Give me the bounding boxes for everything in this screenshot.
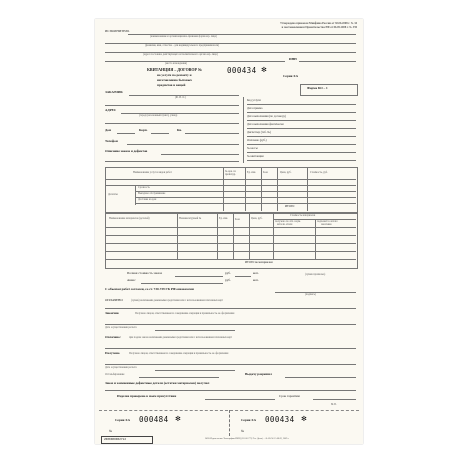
house-line[interactable] (117, 133, 135, 134)
services-header-qty: К-во (263, 171, 269, 174)
description-label: Описание заказа и дефектов (105, 149, 148, 153)
full-cost-rub: руб. (225, 271, 231, 275)
flat-line[interactable] (185, 133, 239, 134)
stub-right-snowflake-icon: ✻ (301, 415, 307, 423)
order-field-line[interactable] (247, 128, 356, 129)
services-total: ИТОГО (285, 205, 295, 208)
warranty-line[interactable] (313, 399, 356, 400)
order-field-line[interactable] (247, 112, 356, 113)
settlement-date-label-2: Дата осуществления расчета (105, 366, 137, 369)
services-header-unit: Ед. изм. (247, 171, 256, 174)
prepaid-line[interactable] (141, 283, 223, 284)
phone-line[interactable] (127, 144, 239, 145)
paid2-text: при подаче заказа наличными денежными средствами или с использованием платежных карт (129, 336, 233, 339)
services-side-label: Доплаты (108, 193, 118, 196)
full-cost-kop-line[interactable] (235, 276, 251, 277)
mp-label: М.П. (331, 403, 337, 406)
prepaid-rub: руб. (225, 278, 231, 282)
full-cost-label: Полная стоимость заказа (127, 271, 163, 275)
executor-line-2[interactable] (105, 43, 356, 44)
form-title-line-2: на услуги по ремонту и (157, 73, 192, 77)
stub-right-number-label: № (241, 429, 245, 433)
customer-label: ЗАКАЗЧИК (105, 90, 123, 94)
order-field-label: Код услуги (247, 98, 261, 102)
settlement-date-label: Дата осуществления расчета (105, 326, 137, 329)
services-row-onsite: Выездное обслуживание (138, 192, 166, 195)
address-label: АДРЕС (105, 108, 117, 112)
materials-total: ИТОГО по материалам (245, 261, 273, 264)
paid-label: ОПЛАЧЕНО (105, 298, 123, 302)
flat-label: Кв. (177, 128, 182, 132)
stub-right-series: Серия ХА (241, 418, 256, 422)
prepaid-label: Аванс (127, 278, 136, 282)
received-text: Получено лицом, ответственным за совершение операции и правильность ее оформления (135, 312, 235, 315)
paid2-label: Оплачено: (105, 335, 121, 339)
order-field-line[interactable] (247, 104, 356, 105)
materials-subheader-customer: заказчика (321, 223, 332, 226)
barcode-text: 2000000002712 (104, 437, 126, 441)
order-field-label: Оплачено (руб.) (247, 138, 267, 142)
inn-line[interactable] (299, 61, 356, 62)
dispatch-line[interactable] (285, 377, 356, 378)
stub-left-number-label: № (109, 429, 113, 433)
full-cost-line[interactable] (175, 276, 223, 277)
order-fields-divider (243, 97, 244, 163)
executor-address-hint: (адрес постоянно действующего исполнительного органа юр. лица) (143, 53, 218, 56)
order-field-label: Диспетчер (таб. №) (247, 130, 271, 134)
building-label: Корп. (139, 128, 148, 132)
executor-label: ИСПОЛНИТЕЛЬ (105, 29, 130, 33)
materials-header-cost: Стоимость материалов (290, 214, 316, 217)
order-field-line[interactable] (247, 120, 356, 121)
form-title-line-1: КВИТАНЦИЯ – ДОГОВОР № (147, 67, 202, 72)
received2-line[interactable] (105, 364, 356, 365)
services-header-price-no: № нов. по прейскур. (225, 170, 237, 176)
address-hint: (город (населенный пункт), улица) (139, 114, 178, 117)
order-field-label: Дата приема (247, 106, 263, 110)
materials-subgroup-received: получено по обл. норм. (275, 220, 301, 223)
materials-header-qty: К-во (235, 218, 241, 221)
stub-left-serial: 000484 (139, 415, 169, 424)
inn-label: ИНН (289, 57, 297, 61)
services-row-urgency: Срочность (138, 186, 150, 189)
stub-left-series: Серия ХА (115, 418, 130, 422)
services-header-cost: Стоимость, руб. (310, 171, 328, 174)
approval-line-1: Утверждена приказом Минфина России от 30.06.2008 г. № 34 (280, 22, 357, 25)
full-cost-kop: коп. (253, 271, 259, 275)
parts-label: Заказ и замененные дефектные детали (остатки материалов) получил (105, 381, 210, 385)
materials-header-unit: Ед. изм. (219, 217, 228, 220)
description-line-2[interactable] (105, 161, 239, 162)
order-field-label: Дата выполнения (по договору) (247, 114, 286, 118)
order-field-label: № квитанции (247, 154, 264, 158)
address-line-2[interactable] (105, 123, 239, 124)
form-code: Форма БО – 1 (307, 86, 328, 90)
received2-text: Получено лицом, ответственным за совершение операции и правильность ее оформления (129, 352, 229, 355)
order-field-line[interactable] (247, 160, 356, 161)
description-line[interactable] (161, 154, 239, 155)
services-header-name: Наименование услуг и видов работ (133, 171, 172, 174)
warranty-label: Срок гарантии (279, 394, 300, 398)
customer-name-line-2[interactable] (105, 105, 239, 106)
order-field-label: Дата выполнения фактически (247, 122, 284, 126)
settlement-date-line-2[interactable] (155, 370, 235, 371)
order-field-line[interactable] (247, 144, 356, 145)
paid2-line[interactable] (105, 348, 356, 349)
dispatch-label: Выдачу разрешил (245, 372, 272, 376)
agreement-text: С объемом работ согласен, со ст. 730-739 ГК РФ ознакомлен (105, 287, 194, 291)
stamp-hint: (место нахождения) (165, 62, 187, 65)
stub-divider (229, 410, 230, 436)
materials-header-name: Наименование материалов (деталей) (109, 217, 150, 220)
executor-extra-line[interactable] (105, 61, 285, 62)
materials-header-price: Цена, руб. (251, 217, 263, 220)
snowflake-icon: ✻ (261, 66, 267, 74)
stub-right-serial: 000434 (265, 415, 295, 424)
order-field-line[interactable] (247, 136, 356, 137)
remainder-line[interactable] (139, 377, 219, 378)
materials-subgroup-payable: подлежит к оплате (317, 220, 338, 223)
stub-left-snowflake-icon: ✻ (175, 415, 181, 423)
form-serial-number: 000434 (227, 66, 257, 75)
phone-label: Телефон (105, 139, 118, 143)
customer-name-hint: (Ф. И. О.) (175, 96, 186, 99)
remainder-label: Остальбирование (105, 373, 125, 376)
received2-label: Получено (105, 351, 120, 355)
executor-hint-2: (фамилия, имя, отчество - для индивидуального предпринимателя) (145, 44, 220, 47)
printer-line: ООО Издательство Типографии ИМЦ (13.100.773) Тех. Дион). - Ф 415/56 15.08.09, 2009 г. (205, 438, 289, 440)
order-field-line[interactable] (247, 152, 356, 153)
checked-line[interactable] (205, 399, 275, 400)
agreement-signature-hint: (подпись) (305, 293, 316, 296)
materials-subheader-executor: исполн. ителя (277, 223, 293, 226)
settlement-date-line[interactable] (155, 330, 235, 331)
prepaid-kop: коп. (253, 278, 259, 282)
customer-sign-label: Заказчик (105, 311, 119, 315)
checked-label: Изделие проверено в моем присутствии (117, 394, 177, 398)
form-title-line-4: предметов и вещей (157, 83, 186, 87)
paid-line[interactable] (105, 308, 356, 309)
house-label: Дом (105, 128, 112, 132)
approval-line-2: и постановлением Правительства РФ от 06.05.2008 г. № 359 (281, 26, 357, 29)
parts-line[interactable] (105, 390, 356, 391)
sum-words-hint: (сумма прописью) (305, 273, 326, 276)
building-line[interactable] (151, 133, 169, 134)
received-line[interactable] (105, 324, 356, 325)
receipt-form-sheet (95, 19, 363, 444)
paid-text: (сумма) наличными денежными средствами или с использованием платежных карт (131, 299, 224, 302)
executor-hint-1: (наименование и организационно-правовая форма юр. лица) (150, 35, 217, 38)
services-header-price: Цена, руб. (280, 171, 292, 174)
form-series: Серия ХА (283, 74, 298, 78)
materials-header-item-no: Номенклатурный № (179, 217, 202, 220)
services-row-delivery: Доставка на дом (138, 198, 157, 201)
order-field-label: № кассы (247, 146, 258, 150)
form-title-line-3: изготовлению бытовых (157, 78, 192, 82)
